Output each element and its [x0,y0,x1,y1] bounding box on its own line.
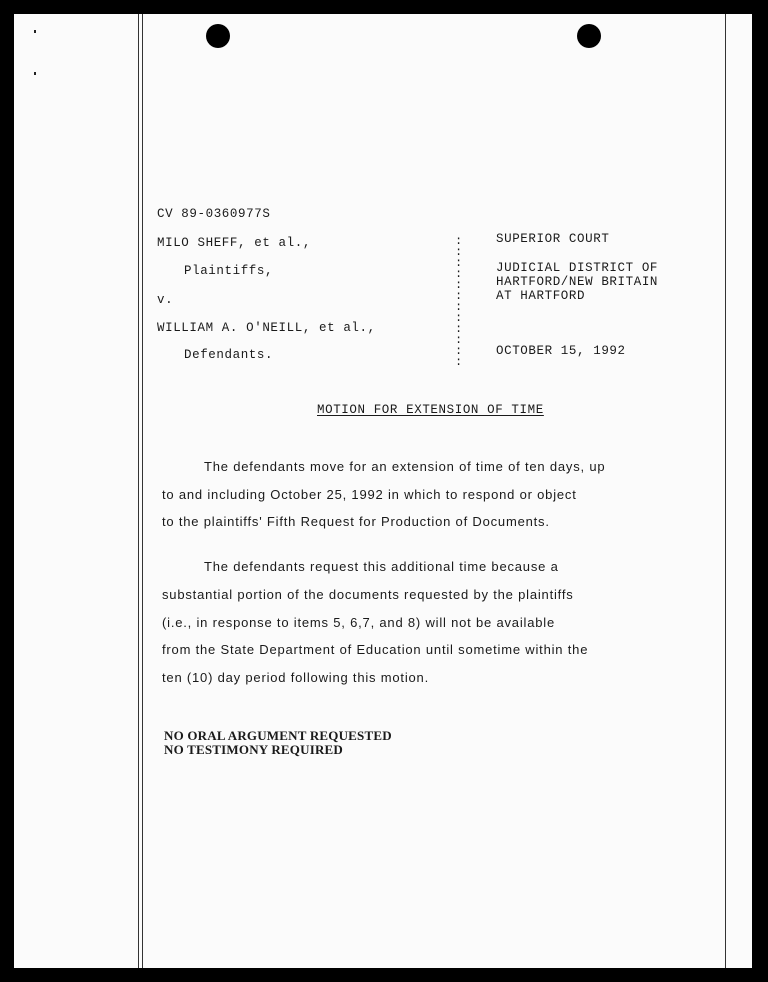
case-number: CV 89-0360977S [157,207,271,221]
defendant-name: WILLIAM A. O'NEILL, et al., [157,321,376,335]
district-line-3: AT HARTFORD [496,289,586,303]
paragraph-2-line-1: The defendants request this additional time because a [204,559,559,574]
filing-date: OCTOBER 15, 1992 [496,344,626,358]
margin-rule-left-inner [142,14,143,968]
versus: v. [157,293,174,307]
paragraph-2-line-2: substantial portion of the documents requested by the plaintiffs [162,587,574,602]
punch-hole-left [206,24,230,48]
plaintiff-role: Plaintiffs, [184,264,274,278]
no-oral-argument-notice: NO ORAL ARGUMENT REQUESTED [164,728,392,743]
plaintiff-name: MILO SHEFF, et al., [157,236,311,250]
caption-colon: : [455,355,463,369]
document-page [14,14,752,968]
scan-speck [34,72,36,75]
motion-title: MOTION FOR EXTENSION OF TIME [317,403,544,417]
margin-rule-right [725,14,726,968]
paragraph-1-line-1: The defendants move for an extension of time of ten days, up [204,459,606,474]
caption-colon: : [455,311,463,325]
caption-colon: : [455,245,463,259]
caption-colon: : [455,300,463,314]
scan-speck [34,30,36,33]
paragraph-1-line-3: to the plaintiffs' Fifth Request for Production of Documents. [162,514,550,529]
paragraph-2-line-5: ten (10) day period following this motion. [162,670,430,685]
paragraph-2-line-3: (i.e., in response to items 5, 6,7, and 8) will not be available [162,615,555,630]
caption-colon: : [455,322,463,336]
no-testimony-notice: NO TESTIMONY REQUIRED [164,742,344,757]
defendant-role: Defendants. [184,348,274,362]
court-name: SUPERIOR COURT [496,232,610,246]
district-line-1: JUDICIAL DISTRICT OF [496,261,659,275]
caption-colon-column [455,236,465,368]
district-line-2: HARTFORD/NEW BRITAIN [496,275,659,289]
punch-hole-right [577,24,601,48]
paragraph-1-line-2: to and including October 25, 1992 in which to respond or object [162,487,577,502]
caption-colon: : [455,278,463,292]
caption-colon: : [455,267,463,281]
caption-colon: : [455,344,463,358]
margin-rule-left-outer [138,14,139,968]
caption-colon: : [455,234,463,248]
caption-colon: : [455,333,463,347]
paragraph-2-line-4: from the State Department of Education until sometime within the [162,642,589,657]
caption-colon: : [455,256,463,270]
caption-colon: : [455,289,463,303]
